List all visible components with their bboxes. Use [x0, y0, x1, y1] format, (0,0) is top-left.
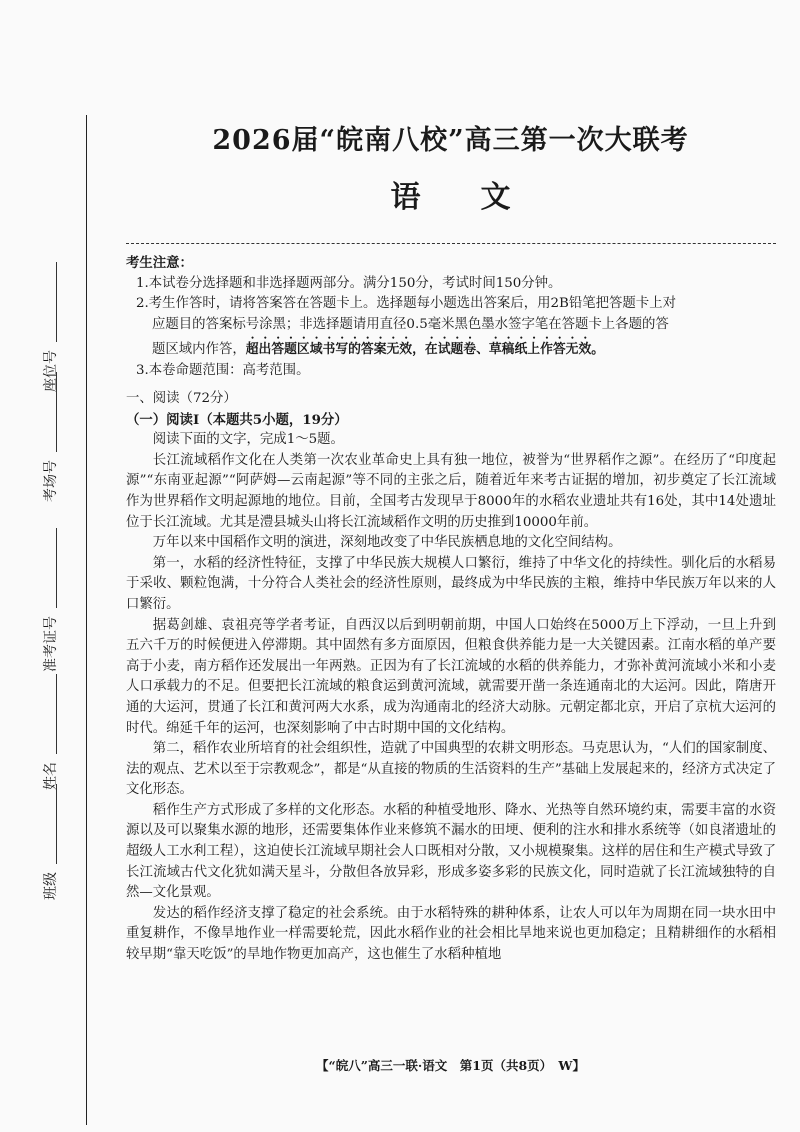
- notice-item-2-line-2: 应题目的答案标号涂黑；非选择题请用直径0.5毫米黑色墨水签字笔在答题卡上各题的答: [152, 316, 669, 332]
- dashed-divider: [126, 243, 776, 244]
- passage-paragraph-6: 稻作生产方式形成了多样的文化形态。水稻的种植受地形、降水、光热等自然环境约束，需要丰富的水资源以及可以聚集水源的地形，还需要集体作业来修筑不漏水的田埂、便利的注水和排水系统等（如良渚遗址的超级人工水利工程），这迫使长江流域早期社会人口既相对分散，又小规模聚集。这样的居住和生产模式导致了长江流域古代文化犹如满天星斗，分散但各放异彩，形成多姿多彩的民族文化，同时造就了长江流域独特的自然—文化景观。: [126, 802, 776, 901]
- ticket-number-blank[interactable]: [44, 528, 57, 608]
- passage-paragraph-4: 据葛剑雄、袁祖亮等学者考证，自西汉以后到明朝前期，中国人口始终在5000万上下浮动，一旦上升到五六千万的时候便进入停滞期。其中固然有多方面原因，但粮食供养能力是一大关键因素。江南水稻的单产要高于小麦，南方稻作还发展出一年两熟。正因为有了长江流域的水稻的供养能力，才弥补黄河流域小米和小麦人口承载力的不足。但要把长江流域的粮食运到黄河流域，就需要开凿一条连通南北的大运河。因此，隋唐开通的大运河，贯通了长江和黄河两大水系，成为沟通南北的经济大动脉。元朝定都北京，开启了京杭大运河的时代。绵延千年的运河，也深刻影响了中古时期中国的文化结构。: [126, 617, 776, 736]
- subject-title: 语文: [390, 180, 571, 215]
- binding-margin: [0, 0, 118, 1132]
- subsection-heading: （一）阅读Ⅰ（本题共5小题，19分）: [126, 411, 348, 428]
- passage-paragraph-5: 第二，稻作农业所培育的社会组织性，造就了中国典型的农耕文明形态。马克思认为，“人们的国家制度、法的观点、艺术以至于宗教观念”，都是“从直接的物质的生活资料的生产”基础上发展起来的，经济方式决定了文化形态。: [126, 741, 776, 798]
- notice-item-1: 1.本试卷分选择题和非选择题两部分。满分150分，考试时间150分钟。: [136, 275, 562, 291]
- page-footer: 【“皖八”高三一联·语文 第1页（共8页） W】: [316, 1058, 585, 1073]
- class-label: 班级: [43, 872, 59, 900]
- exam-room-label: 考场号: [43, 460, 59, 502]
- class-field: [40, 784, 60, 900]
- notice-emphasis: 超出答题区域书写的答案无效，在试题卷、草稿纸上作答无效。: [245, 342, 605, 357]
- exam-notice: [126, 253, 776, 381]
- reading-instruction: 阅读下面的文字，完成1～5题。: [152, 432, 344, 448]
- binding-line: [86, 115, 87, 1125]
- passage-paragraph-2: 万年以来中国稻作文明的演进，深刻地改变了中华民族栖息地的文化空间结构。: [152, 535, 622, 551]
- ticket-number-label: 准考证号: [43, 616, 59, 672]
- seat-label: 座位号: [43, 350, 59, 392]
- exam-title: 2026届“皖南八校”高三第一次大联考: [212, 125, 689, 156]
- exam-room-blank[interactable]: [44, 372, 57, 452]
- ticket-number-field: [40, 528, 60, 672]
- exam-room-field: [40, 372, 60, 502]
- name-label: 姓名: [43, 762, 59, 790]
- name-blank[interactable]: [44, 674, 57, 754]
- name-field: [40, 674, 60, 790]
- passage-paragraph-1: 长江流域稻作文化在人类第一次农业革命史上具有独一地位，被誉为“世界稻作之源”。在经历了“印度起源”“东南亚起源”“阿萨姆—云南起源”等不同的主张之后，随着近年来考古证据的增加，初步奠定了长江流域作为世界稻作文明起源地的地位。目前，全国考古发现早于8000年的水稻农业遗址共有16处，其中14处遗址位于长江流域。尤其是澧县城头山将长江流域稻作文明的历史推到10000年前。: [126, 452, 776, 530]
- part-heading: 一、阅读（72分）: [126, 391, 237, 406]
- notice-item-3: 3.本卷命题范围：高考范围。: [136, 362, 310, 378]
- notice-item-2-line-3: [126, 335, 776, 361]
- passage-paragraph-3: 第一，水稻的经济性特征，支撑了中华民族大规模人口繁衍，维持了中华文化的持续性。驯化后的水稻易于采收、颗粒饱满，十分符合人类社会的经济性原则，最终成为中华民族的主粮，维持中华民族万年以来的人口繁衍。: [126, 555, 776, 612]
- notice-item-2-line-3-a: 题区域内作答，: [152, 342, 246, 357]
- reading-section: [126, 389, 776, 966]
- seat-blank[interactable]: [44, 262, 57, 342]
- class-blank[interactable]: [44, 784, 57, 864]
- passage-paragraph-7: 发达的稻作经济支撑了稳定的社会系统。由于水稻特殊的耕种体系，让农人可以年为周期在同一块水田中重复耕作，不像旱地作业一样需要轮荒，因此水稻作业的社会相比旱地来说也更加稳定；且精耕细作的水稻相较早期“靠天吃饭”的旱地作物更加高产，这也催生了水稻种植地: [126, 905, 776, 963]
- notice-heading: 考生注意：: [126, 255, 193, 271]
- notice-item-2-line-1: 2.考生作答时，请将答案答在答题卡上。选择题每小题选出答案后，用2B铅笔把答题卡上对: [136, 296, 676, 311]
